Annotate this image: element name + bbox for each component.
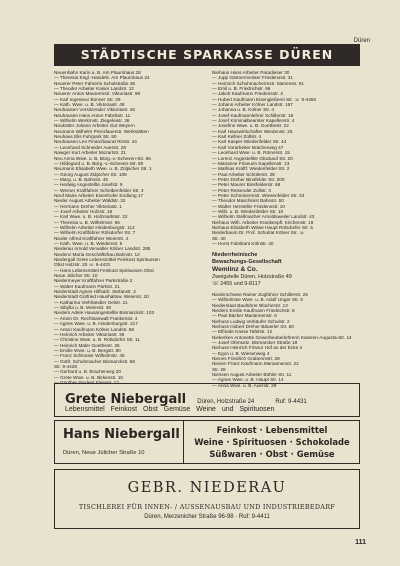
block-subtitle: Bewachungs-Gesellschaft [212, 259, 282, 266]
directory-entry: — Wilhelmine Wwe. u. B. Adolf Unger Str. 9 [212, 297, 303, 303]
directory-entry: — Gotfr. Schuhmacher Bismarckstr. 56 [54, 358, 136, 364]
directory-entry: Niekerken Antonette Gewerbeoberlehrerin Kaiserin-Augusta-Str. 14 [212, 334, 352, 340]
directory-entry: — Theresia u. B. Wilhelmstr. 96 [54, 219, 120, 225]
directory-entry: — Marianne Friseurin Kapellenstr. 13 [212, 160, 290, 166]
bewachung-block [212, 252, 359, 288]
directory-entry: Neuhausen Hans Anton Fabrikstr. 11 [54, 112, 131, 118]
directory-entry: — Hubert Kaufmann Eisengießerei Str. ☏ 9-4450 [212, 96, 317, 102]
directory-entry: — Wilhelm Stellmacher Arnoldsweiler Landstr. 43 [212, 214, 315, 220]
directory-entry: — Jakob Kaufmann Friedensstr. 4 [212, 91, 283, 97]
directory-entry: — Elfriede Kasse Tafelstr. 12 [212, 329, 273, 335]
directory-entry: Neuhausen Leo Finanzbaurat Rinstr. 44 [54, 139, 137, 145]
ad-hans-line1: Feinkost · Lebensmittel [216, 425, 328, 435]
directory-entry: Niederstaat Bauführer Blücherstr. 13 [212, 302, 288, 308]
directory-entry: — Josefine Wwe. u. B. Goethestr. 22 [212, 123, 289, 129]
ad-hans-line3: Süßwaren · Obst · Gemüse [209, 449, 335, 460]
ad-niederau-line1: TISCHLEREI FÜR INNEN- / AUSSENAUSBAU UND INDUSTRIEBEDARF [78, 503, 336, 511]
directory-entry: Neuf Marie Arbeiter Eisenhofer Endlung 17 [54, 192, 144, 198]
ad-gebr-niederau [54, 469, 360, 529]
directory-entry: Niederschwee Rainer Zugführer Schillerstr. 25 [212, 291, 308, 297]
directory-entry: — Werner Kraftfahrer Scheibenfelder Str. 3 [54, 187, 144, 193]
directory-entry: — Josef Arbeiter Holzstr. 18 [54, 208, 113, 214]
directory-entry: — Sibylla u. B. Weierstr. 48 [54, 305, 111, 311]
directory-entry: Neuerer Peter Fahrerin Schulstraße 28 [54, 80, 136, 86]
directory-entry: — Lorenz Angestellter Glückauf Str. 20 [212, 155, 293, 161]
directory-entry: — Paul Bäcker Mariannenstr. 6 [212, 313, 277, 319]
directory-entry: Neu Anna Wwe. u. B. Bürg.-v.-Scheven-Str. 86 [54, 155, 151, 161]
directory-entry: Neukötter Johann Arbeiter Gut Weyern [54, 123, 135, 129]
directory-entry: — Georg August Zülpicher Str. 108 [54, 171, 127, 177]
directory-entry: — Anton Dr. Rechtsanwalt Frankenstr. 4 [54, 315, 138, 321]
ad-grete-name: Grete Niebergall [65, 392, 187, 407]
ad-grete-products: Lebensmittel Feinkost Obst Gemüse Weine und Spirituosen [65, 406, 275, 413]
directory-entry: — Karl Hauswirtschafter Wiedenstr. 26 [212, 128, 293, 134]
directory-entry: — Theoder Arbeiter Kaiser Landstr. 12 [54, 86, 134, 92]
directory-entry: Nieders Adele Hausangestellte Bismarckstr. 103 [54, 310, 155, 316]
directory-entry: — Heinrich Maler Goethestr. 25 [54, 342, 120, 348]
block-name: Wemlinz & Co. [212, 266, 258, 274]
directory-entry: — Anton Kaufmann Kölner Landstr. 58 [54, 326, 135, 332]
directory-entry: — Leonhard Schneider Auerstr. 28 [54, 144, 126, 150]
directory-entry: Niederau Arnold Verwalter Kölner Landstr. 285 [54, 246, 151, 252]
directory-entry: — Heinrich Arbeiter Viktoriastr. 38 [54, 331, 125, 337]
directory-entry: — Mathias Kraftf. Wiedenfelder Str. 2 [212, 166, 290, 172]
directory-entry: Niedenz Maria Geschäftsfrau Bahnstr. 12 [54, 251, 140, 257]
directory-entry: Niehuss Hubert Dreher Bäuerler Str. 60 [212, 323, 294, 329]
sparkasse-banner: STÄDTISCHE SPARKASSE DÜREN [54, 44, 360, 66]
right-column [212, 70, 359, 388]
directory-entry: Neumann Elisabeth Wwe. u. B. Zülpicher Str. 1 [54, 166, 152, 172]
directory-entry: — Emil u. B. Friedrichstr. 96 [212, 86, 271, 92]
directory-entry: — Hans Lebensmittel Feinkost Spirituosen Obst [54, 267, 154, 273]
directory-entry: Str. 9-4428 [54, 363, 77, 369]
directory-entry: — Peter Dreher Binsfelder Str. 200 [212, 176, 285, 182]
directory-entry: — Johann Arbeiter Kölner Landstr. 167 [212, 102, 293, 108]
directory-entry: — Günther Student Kleinstr. 12 [54, 379, 119, 385]
directory-entry: — Hermann Dreher Viktoriastr. 1 [54, 203, 122, 209]
directory-entry: Niehaus Hans Arbeiter Paradieser 30 [212, 70, 290, 75]
directory-entry: — Josef Kaufmannlehrer Schillerstr. 19 [212, 112, 294, 118]
ad-hans-address: Düren, Neue Jülicher Straße 10 [63, 450, 145, 456]
directory-entry: — Hildegard u. B. Bürg.-v.-Scheven-Str. 80 [54, 160, 144, 166]
directory-entry: — Karl Kellner Zollstr. 4 [212, 134, 262, 140]
ad-grete-address: Düren, Holzstraße 24 [197, 399, 255, 405]
directory-entry: — Emilie Wwe. u. B. Bergstr. 80 [54, 347, 121, 353]
directory-entry: Obst Holzstr. 20 ☏ 9-4431 [54, 262, 111, 268]
directory-entry: Niehaus Elisabeth Witwe Haupt Rölsdorfer Str. 5 [212, 224, 313, 230]
directory-entry: — Peter Maurer Binsfelderstr. 68 [212, 182, 281, 188]
directory-entry: — Karl Kasper Wiedenfelder Str. 44 [212, 139, 287, 145]
directory-entry: — Hedwig Angestellte Josefstr. 9 [54, 182, 123, 188]
ad-niederau-line2: Düren, Merzenicher Straße 96-98 · Ruf: 9-4411 [144, 514, 270, 520]
directory-entry: — Karl Ingenieur Bonner Str. 29 [54, 96, 121, 102]
directory-entry: — Agnes Wwe. u. B. Hindenburgstr. 217 [54, 321, 138, 327]
directory-entry: Str. 28 [212, 366, 226, 372]
directory-entry: — Walter Hersteller Friedensstr. 10 [212, 203, 286, 209]
directory-entry: — Franz Schlosser Wilhelmstr. 45 [54, 353, 125, 359]
directory-entry: — Paul Arbeiter Schülerstr. 28 [212, 171, 275, 177]
directory-entry: — Karl Vorarbeiter Bracherweg 47 [212, 144, 284, 150]
directory-entry: — Horst Fabrikant Kölnstr. 40 [212, 241, 274, 246]
directory-entry: — Christine Wwe. u. B. Rölsdorfer Str. 11 [54, 337, 140, 343]
directory-entry: Nawger Kurt Arbeiter Mozartstr. 21 [54, 150, 126, 156]
directory-entry: — Theodor Maschinist Bahnstr. 50 [212, 198, 284, 204]
directory-entry: Niedermeyer Kraftfahrer Parkstraße 2 [54, 278, 133, 284]
block-title: Niederrheinische [212, 252, 258, 259]
directory-entry: Niehuss Ludwig Verkäufer Schulstr. 2 [212, 318, 290, 324]
ad-niederau-name: GEBR. NIEDERAU [127, 480, 287, 496]
directory-entry: — Heinrich Schuhmachermstr. Marienstr. 91 [212, 80, 304, 86]
directory-entry: — Peter Reisender Zollstr. 3 [212, 187, 271, 193]
ad-hans-name: Hans Niebergall [63, 427, 180, 442]
left-column [54, 70, 201, 385]
directory-entry: — Wilhelm Werkmstr. Ziegeleistr. 36 [54, 118, 130, 124]
page-number: 111 [355, 539, 366, 546]
directory-entry: Str. 40 [212, 235, 226, 241]
directory-entry: — Karl Wwe. u. B. Holzmarktstr. 22 [54, 214, 128, 220]
directory-entry: Nieder August Arbeiter Waldstr. 32 [54, 198, 126, 204]
directory-entry: — Walter Kaufmann Parkstr. 21 [54, 283, 120, 289]
directory-entry: Niesen Franz Kaufmann Mariannenstr. 22 [212, 361, 299, 367]
directory-entry: Neuenhahn Karin u. B. Am Plaumhaus 28 [54, 70, 141, 75]
ad-hans-line2: Weine · Spirituosen · Schokolade [194, 437, 350, 448]
directory-entry: — Leonhard Wwe. u. B. Römerstr. 15 [212, 150, 290, 156]
directory-entry: Niehuss Heinrich Friseur Hof an der Ecke 4 [212, 345, 303, 351]
directory-entry: — Jupp Gärtnermeister Friedensstr. 31 [212, 75, 294, 81]
directory-entry: Niehaus Wilh. Arbeiter Krankenpfl. Kirchenstr. 19 [212, 219, 314, 225]
directory-entry: Niederstadt Gotfried Haushaltsw. Weierstr. 20 [54, 294, 149, 300]
ad-hans-left [55, 421, 184, 463]
directory-entry: Neuhausen Vorsitzender Viktoriastr. 46 [54, 107, 135, 113]
directory-entry: Niederstadt Agnes Hilfsarb. Stefanstr. 2 [54, 289, 136, 295]
directory-entry: Neuerer Anton Maurermstr. Viktoriastr. 98 [54, 91, 141, 97]
directory-entry: — Wilh. u. B. Wiedenfelder Str. 10 [212, 208, 284, 214]
directory-entry: — Egon u. B. Wiesenweg 4 [212, 350, 270, 356]
directory-entry: — Grete Wwe. u. B. Birkenstr. 10 [54, 374, 124, 380]
block-address: Zweigstelle Düren, Holzstraße 49 [212, 273, 292, 280]
header-city-label: Düren [353, 38, 370, 44]
directory-entry: — Wilhelm Kraftfahrer Rölsdorfer Str. 7 [54, 230, 136, 236]
directory-entry: — Wilhelm Arbeiter Hindenburgstr. 112 [54, 224, 135, 230]
directory-entry: — Kath. Wwe. u. B. Wiedenstr. 5 [54, 241, 123, 246]
directory-entry: Niedergall Grete Lebensmittel Feinkost Spirituosen [54, 257, 160, 263]
directory-entry: Niederbaum Dr. Prof. Schulrat Kölner Str. ☏ [212, 230, 305, 236]
directory-entry: — Theresia Engl.-Handels. Am Plaumhaus 24 [54, 75, 150, 81]
directory-entry: — Josef Kriminalbeamter Kapellenstr. 4 [212, 118, 295, 124]
ad-hans-niebergall [54, 420, 360, 464]
directory-entry: Nieder Alfred Kraftfahrer Weierstr. 4 [54, 235, 129, 241]
directory-entry: — Johanna u. B. Kölner Str. 4 [212, 107, 275, 113]
directory-entry: — Gerhard u. B. Bracherweg 20 [54, 369, 121, 375]
directory-entry: Neumann Wilhelm Prenzlauerstr. Werkstätten [54, 128, 149, 134]
directory-entry: Nienes Friedrich Grabenmstr. 28 [212, 355, 280, 361]
directory-entry: — Josef Ofensetz. Bismarcker Straße 18 [212, 339, 298, 345]
directory-entry: — Kath. Wwe. u. B. Viktoriastr. 48 [54, 102, 125, 108]
ad-hans-right [185, 424, 359, 461]
directory-entry: Nieders Emilie Kaufmann Friedrichstr. 8 [212, 307, 295, 313]
directory-entry: — Peter Schreinermstr. Wiesenfelder Str. 33 [212, 192, 305, 198]
directory-entry: — Katharina Viehhändler Oelstr. 21 [54, 299, 128, 305]
directory-entry: Neue Jülicher Str. 10 [54, 273, 98, 279]
directory-entry: Niessen August Arbeiter Bühler Str. 11 [212, 372, 292, 377]
directory-entry: — Anna Wwe. u. B. Auerstr. 29 [212, 382, 277, 388]
directory-entry: Neuhaus Elis Fuhrpark Str. 50 [54, 134, 117, 140]
directory-entry: — Agnes Wwe. u. B. Haupt Str. 14 [212, 377, 284, 383]
ad-grete-niebergall [54, 383, 360, 417]
block-phone: ☏ 2455 und 9-8117 [212, 280, 261, 287]
directory-entry: — Marg. u. B. Bahnstr. 46 [54, 176, 108, 182]
ad-grete-phone: Ruf: 9-4431 [275, 399, 307, 405]
